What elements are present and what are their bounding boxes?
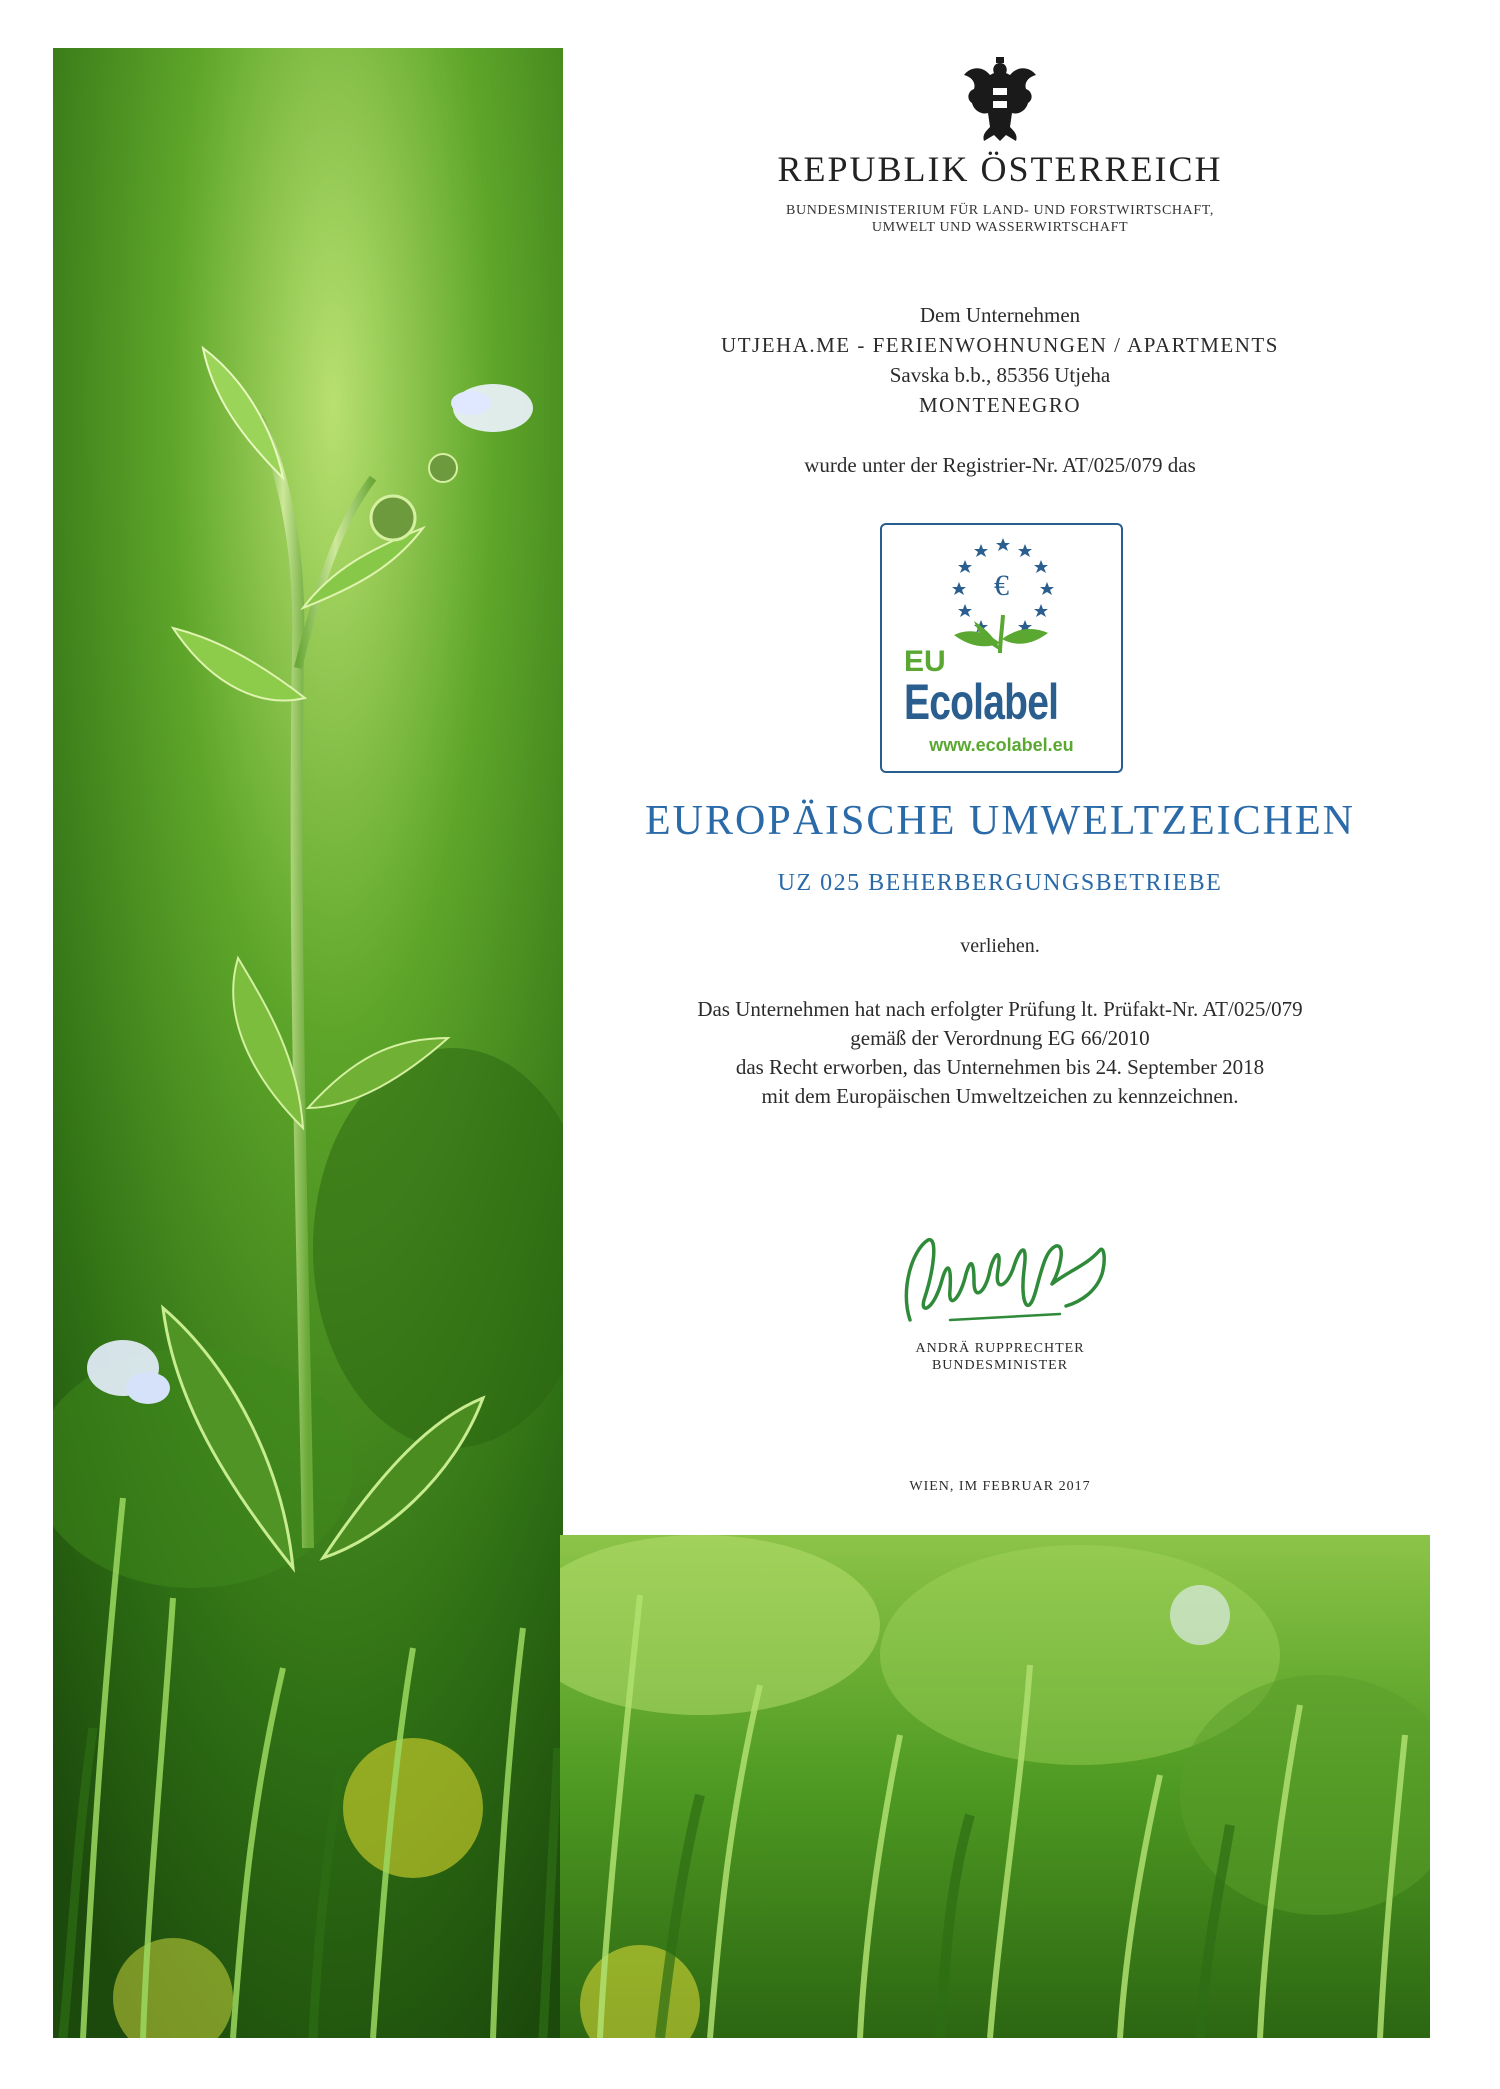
signer-title: BUNDESMINISTER	[931, 1358, 1069, 1373]
republic-title: REPUBLIK ÖSTERREICH	[777, 149, 1223, 189]
place-date: WIEN, IM FEBRUAR 2017	[909, 1479, 1091, 1494]
body-line-4: mit dem Europäischen Umweltzeichen zu kennzeichnen.	[761, 1084, 1239, 1108]
ecolabel-name: Ecolabel	[904, 674, 1059, 730]
awarded-text: verliehen.	[960, 935, 1040, 957]
company-intro: Dem Unternehmen	[919, 303, 1081, 327]
meadow-photo-left	[53, 48, 563, 2038]
svg-text:€: €	[994, 569, 1009, 602]
ecolabel-url: www.ecolabel.eu	[929, 735, 1074, 755]
award-title: EUROPÄISCHE UMWELTZEICHEN	[645, 798, 1355, 844]
signer-name: ANDRÄ RUPPRECHTER	[915, 1341, 1085, 1356]
company-address: Savska b.b., 85356 Utjeha	[889, 363, 1111, 387]
austrian-eagle-icon	[960, 55, 1040, 147]
ecolabel-eu-prefix: EU	[904, 645, 946, 678]
company-name: UTJEHA.ME - FERIENWOHNUNGEN / APARTMENTS	[721, 333, 1279, 357]
registration-text: wurde unter der Registrier-Nr. AT/025/079 das	[804, 453, 1196, 477]
body-line-1: Das Unternehmen hat nach erfolgter Prüfung lt. Prüfakt-Nr. AT/025/079	[697, 997, 1303, 1021]
ministry-line-1: BUNDESMINISTERIUM FÜR LAND- UND FORSTWIRTSCHAFT,	[786, 203, 1214, 218]
body-line-2: gemäß der Verordnung EG 66/2010	[850, 1026, 1150, 1050]
eu-ecolabel-logo	[880, 523, 1123, 773]
handwritten-signature	[890, 1210, 1120, 1340]
ministry-line-2: UMWELT UND WASSERWIRTSCHAFT	[871, 220, 1129, 235]
company-country: MONTENEGRO	[919, 393, 1081, 417]
body-line-3: das Recht erworben, das Unternehmen bis 24. September 2018	[735, 1055, 1265, 1079]
award-subtitle: UZ 025 BEHERBERGUNGSBETRIEBE	[777, 870, 1223, 896]
meadow-photo-bottom	[560, 1535, 1430, 2038]
